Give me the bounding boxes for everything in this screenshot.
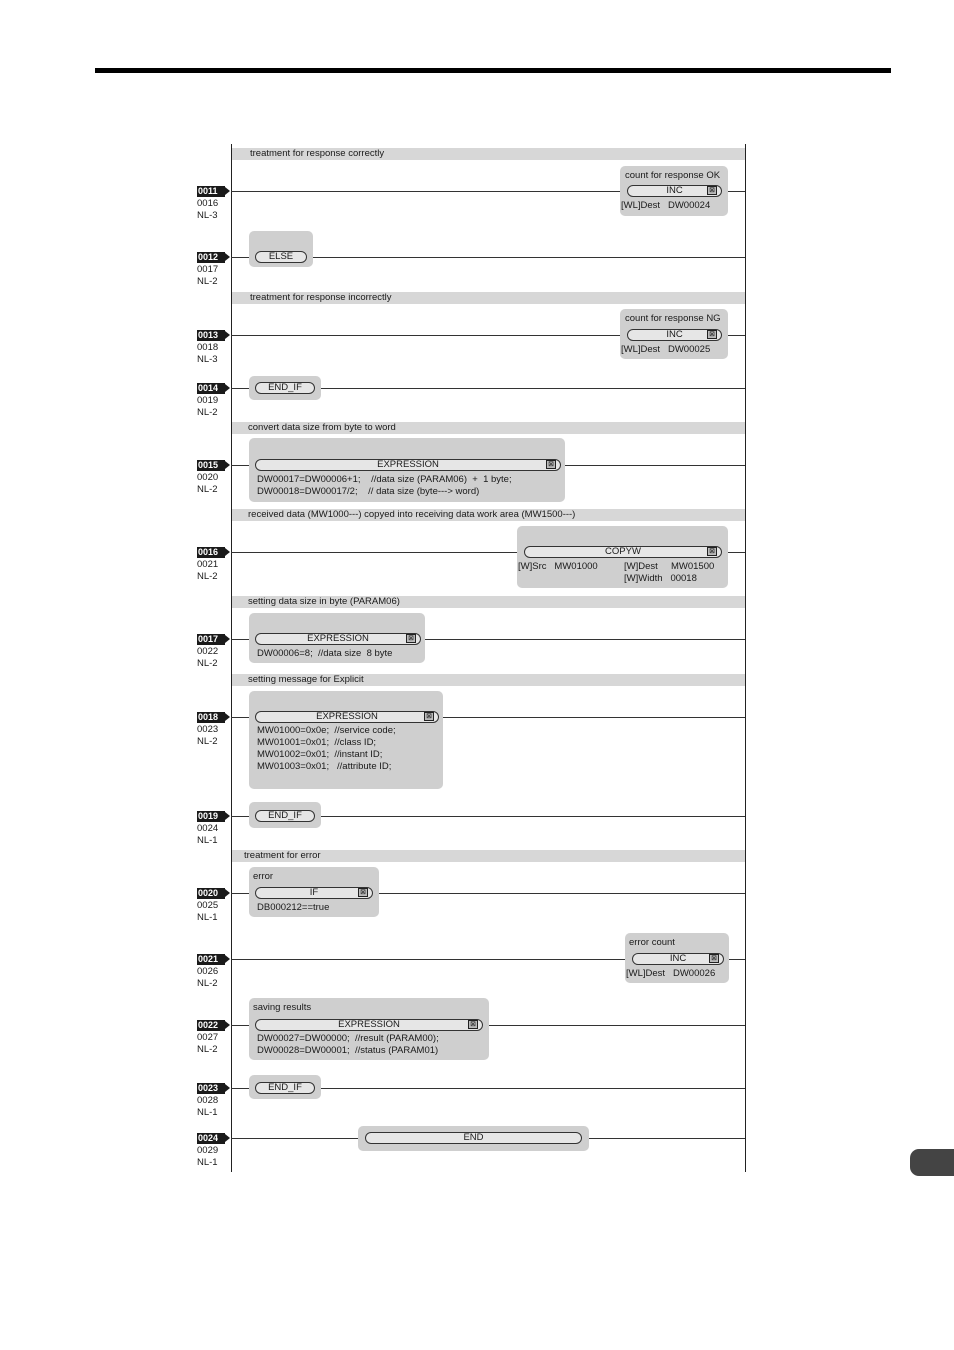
edit-icon[interactable]: ⊠ [709,954,719,963]
expression-line: DW00027=DW00000; //result (PARAM00); [257,1033,439,1044]
edit-icon[interactable]: ⊠ [358,888,368,897]
expression-instruction[interactable] [255,1019,483,1031]
step-number: 0019 [197,395,219,406]
inc-error-block[interactable] [625,933,729,983]
operand-text: [W]Width 00018 [624,573,697,584]
operand-text: [WL]Dest DW00026 [626,968,716,979]
instruction-label: INC [669,953,687,964]
expression-instruction[interactable] [255,459,561,471]
instruction-label: EXPRESSION [377,459,439,470]
copyw-instruction[interactable] [524,546,722,558]
nest-level: NL-2 [197,276,218,287]
operand-text: [W]Dest MW01500 [624,561,715,572]
edit-icon[interactable]: ⊠ [707,330,717,339]
inc-instruction[interactable] [627,329,722,341]
expression-line: MW01001=0x01; //class ID; [257,737,377,748]
block-comment: count for response NG [625,313,721,324]
rung-number: 0024 [197,1133,225,1144]
edit-icon[interactable]: ⊠ [406,634,416,643]
nest-level: NL-2 [197,571,218,582]
rung-number: 0023 [197,1083,225,1094]
rung-number: 0012 [197,252,225,263]
expression-line: DW00018=DW00017/2; // data size (byte---> word) [257,486,480,497]
if-instruction[interactable] [255,887,373,899]
step-number: 0021 [197,559,219,570]
instruction-label: EXPRESSION [338,1019,400,1030]
step-number: 0025 [197,900,219,911]
expression-instruction[interactable] [255,711,439,723]
block-comment: count for response OK [625,170,721,181]
endif-block[interactable] [249,802,321,828]
edit-icon[interactable]: ⊠ [424,712,434,721]
rung-number: 0016 [197,547,225,558]
nest-level: NL-2 [197,736,218,747]
edit-icon[interactable]: ⊠ [707,186,717,195]
step-number: 0017 [197,264,219,275]
endif-instruction[interactable]: END_IF [255,1082,315,1094]
inc-ok-block[interactable] [620,166,728,216]
expression-line: MW01003=0x01; //attribute ID; [257,761,392,772]
edit-icon[interactable]: ⊠ [468,1020,478,1029]
rung-number: 0022 [197,1020,225,1031]
nest-level: NL-2 [197,1044,218,1055]
instruction-label: INC [666,185,683,196]
comment-band: treatment for response incorrectly [232,292,745,304]
block-comment: error count [629,937,675,948]
nest-level: NL-2 [197,407,218,418]
rung-number: 0014 [197,383,225,394]
operand-text: [WL]Dest DW00024 [621,200,711,211]
comment-band: convert data size from byte to word [232,422,745,434]
comment-band: treatment for response correctly [232,148,745,160]
side-tab [910,1149,954,1176]
condition-text: DB000212==true [257,902,330,913]
rung-number: 0021 [197,954,225,965]
rung-number: 0015 [197,460,225,471]
rung-number: 0018 [197,712,225,723]
expression-instruction[interactable] [255,633,421,645]
rung-number: 0013 [197,330,225,341]
edit-icon[interactable]: ⊠ [707,547,717,556]
nest-level: NL-1 [197,1157,218,1168]
nest-level: NL-1 [197,1107,218,1118]
inc-instruction[interactable] [632,953,724,965]
comment-band: received data (MW1000---) copyed into receiving data work area (MW1500---) [232,509,745,521]
step-number: 0018 [197,342,219,353]
end-block[interactable] [358,1126,589,1151]
nest-level: NL-1 [197,912,218,923]
nest-level: NL-2 [197,484,218,495]
expression-line: DW00017=DW00006+1; //data size (PARAM06) + 1 byte; [257,474,512,485]
endif-instruction[interactable]: END_IF [255,810,315,822]
operand-text: [W]Src MW01000 [518,561,598,572]
expression-block[interactable] [249,691,443,789]
comment-band: treatment for error [232,850,745,862]
edit-icon[interactable]: ⊠ [546,460,556,469]
instruction-label: IF [309,887,319,898]
if-block[interactable] [249,867,379,917]
instruction-label: EXPRESSION [316,711,378,722]
else-instruction[interactable]: ELSE [255,251,307,263]
comment-band: setting message for Explicit [232,674,745,686]
step-number: 0016 [197,198,219,209]
expression-line: MW01002=0x01; //instant ID; [257,749,383,760]
endif-block[interactable] [249,376,321,400]
expression-block[interactable] [249,613,425,663]
endif-instruction[interactable]: END_IF [255,382,315,394]
operand-text: [WL]Dest DW00025 [621,344,711,355]
rung-number: 0017 [197,634,225,645]
nest-level: NL-2 [197,978,218,989]
step-number: 0028 [197,1095,219,1106]
rung-number: 0011 [197,186,225,197]
block-comment: saving results [253,1002,312,1013]
inc-instruction[interactable] [627,185,722,197]
rung-number: 0020 [197,888,225,899]
instruction-label: INC [666,329,683,340]
instruction-label: COPYW [605,546,641,557]
copyw-block[interactable] [517,526,728,588]
right-power-rail [745,144,746,1172]
end-instruction[interactable]: END [365,1132,582,1144]
expression-line: MW01000=0x0e; //service code; [257,725,396,736]
step-number: 0024 [197,823,219,834]
step-number: 0023 [197,724,219,735]
step-number: 0022 [197,646,219,657]
expression-block[interactable] [249,438,565,502]
inc-ng-block[interactable] [620,309,728,359]
expression-line: DW00028=DW00001; //status (PARAM01) [257,1045,439,1056]
expression-line: DW00006=8; //data size 8 byte [257,648,393,659]
step-number: 0020 [197,472,219,483]
expression-block[interactable] [249,998,489,1060]
nest-level: NL-2 [197,658,218,669]
step-number: 0027 [197,1032,219,1043]
nest-level: NL-1 [197,835,218,846]
block-comment: error [253,871,274,882]
nest-level: NL-3 [197,210,218,221]
rung-number: 0019 [197,811,225,822]
else-block[interactable] [249,231,313,267]
step-number: 0026 [197,966,219,977]
instruction-label: EXPRESSION [307,633,369,644]
top-rule [95,68,891,73]
endif-block[interactable] [249,1075,321,1099]
step-number: 0029 [197,1145,219,1156]
comment-band: setting data size in byte (PARAM06) [232,596,745,608]
nest-level: NL-3 [197,354,218,365]
